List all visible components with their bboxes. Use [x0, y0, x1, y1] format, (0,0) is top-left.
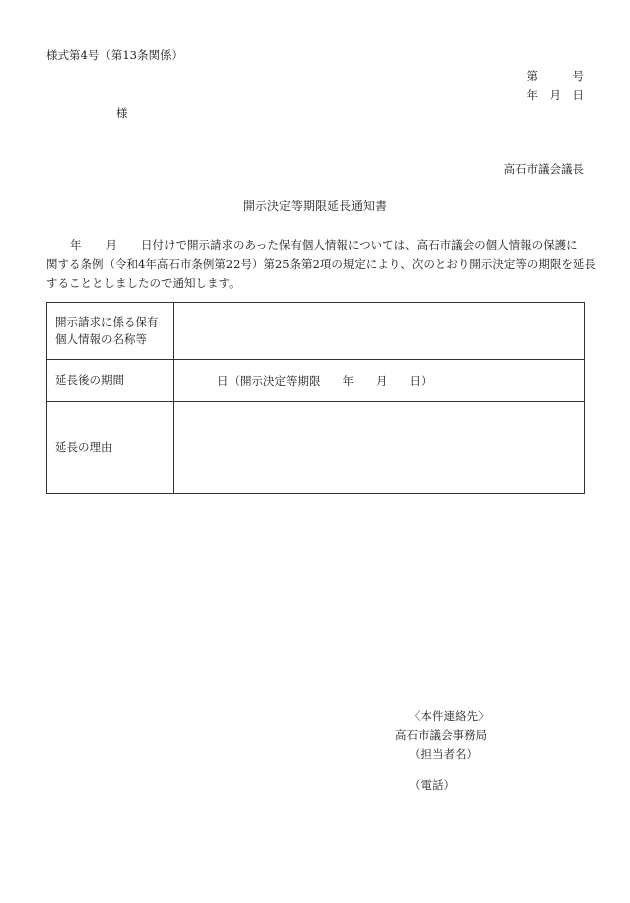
extension-details-table: [46, 302, 585, 494]
addressee: 様: [116, 106, 128, 120]
period-month: 月: [376, 373, 388, 388]
label-extended-period: 延長後の期間: [47, 360, 174, 402]
period-end: 日）: [409, 373, 433, 388]
period-day: 日（開示決定等期限: [217, 373, 321, 388]
contact-block: [395, 707, 490, 795]
table-row: [47, 360, 585, 402]
contact-office: 高石市議会事務局: [395, 728, 487, 742]
value-info-name: [174, 303, 585, 360]
body-line-3: することとしましたので通知します。: [46, 276, 241, 290]
table-row: [47, 402, 585, 494]
contact-phone: （電話）: [409, 778, 455, 792]
form-number: 様式第4号（第13条関係）: [46, 48, 183, 62]
body-year: 年: [70, 238, 82, 252]
value-extended-period: [174, 360, 585, 402]
document-date: 年 月 日: [526, 88, 584, 102]
sender: 高石市議会議長: [503, 162, 584, 176]
label-info-name: 開示請求に係る保有 個人情報の名称等: [47, 303, 174, 360]
contact-person: （担当者名）: [409, 747, 478, 761]
body-month: 月: [105, 238, 117, 252]
body-line-2: 関する条例（令和4年高石市条例第22号）第25条第2項の規定により、次のとおり開示決定等の期限を延長: [46, 257, 596, 271]
table-row: [47, 303, 585, 360]
body-paragraph: [46, 236, 596, 293]
contact-heading: 〈本件連絡先〉: [409, 709, 490, 723]
body-line-1-rest: 日付けで開示請求のあった保有個人情報については、高石市議会の個人情報の保護に: [141, 238, 578, 252]
body-line-1: [46, 236, 586, 255]
label-extension-reason: 延長の理由: [47, 402, 174, 494]
document-title: 開示決定等期限延長通知書: [242, 199, 387, 213]
document-number: 第 号: [526, 69, 584, 83]
value-extension-reason: [174, 402, 585, 494]
period-year: 年: [342, 373, 354, 388]
